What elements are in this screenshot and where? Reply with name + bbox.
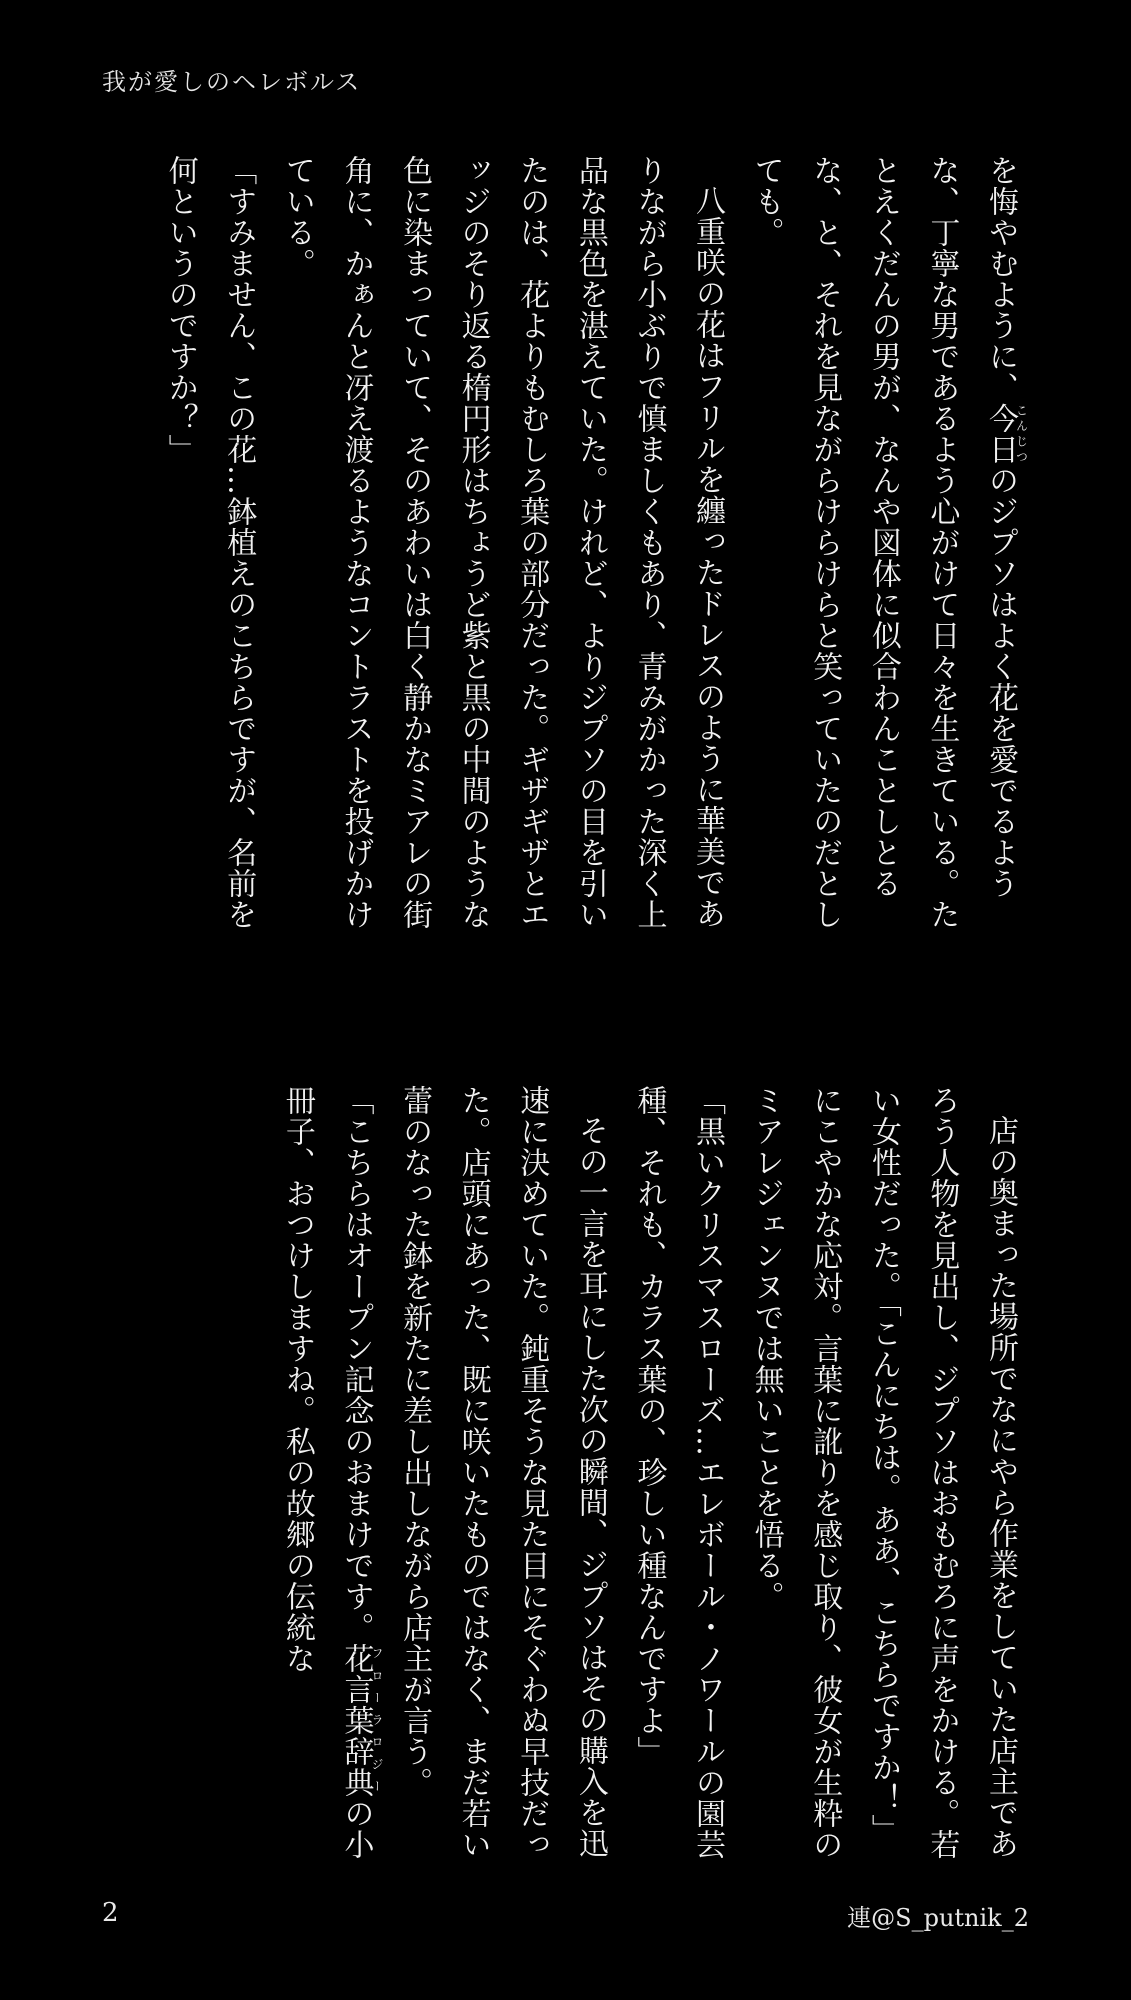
furigana-reading: こんじつ — [1014, 403, 1029, 465]
bottom-text-block — [102, 1085, 1029, 1865]
paragraph — [736, 155, 1029, 945]
text-run: 「こちらはオープン記念のおまけです。 — [338, 1085, 374, 1643]
ruby-base: 花言葉辞典 — [338, 1643, 374, 1798]
page-number: 2 — [102, 1898, 119, 1928]
paragraph: 八重咲の花はフリルを纏ったドレスのように華美でありながら小ぶりで慎ましくもあり、青みがかった深く上品な黒色を湛えていた。けれど、よりジプソの目を引いたのは、花よりもむしろ葉の部分だった。ギザギザとエッジのそり返る楕円形はちょうど紫と黒の中間のような色に染まっていて、そのあわいは白く静かなミアレの街角に、かぁんと冴え渡るようなコントラストを投げかけている。 — [279, 155, 726, 930]
dialogue-paragraph: 「黒いクリスマスローズ…エレボール・ノワールの園芸種、それも、カラス葉の、珍しい種なんですよ」 — [631, 1085, 726, 1860]
paragraph: その一言を耳にした次の瞬間、ジプソはその購入を迅速に決めていた。鈍重そうな見た目にそぐわぬ早技だった。店頭にあった、既に咲いたものではなく、まだ若い蕾のなった鉢を新たに差し出しながら店主が言う。 — [397, 1085, 608, 1860]
author-credit: 連@S_putnik_2 — [847, 1904, 1029, 1932]
dialogue-paragraph — [267, 1085, 384, 1865]
top-text-block — [102, 155, 1029, 945]
furigana-reading: フローラロジー — [369, 1643, 384, 1798]
paragraph: 店の奥まった場所でなにやら作業をしていた店主であろう人物を見出し、ジプソはおもむろに声をかける。若い女性だった。「こんにちは。ああ、こちらですか！」にこやかな応対。言葉に訛りを感じ取り、彼女が生粋のミアレジェンヌでは無いことを悟る。 — [748, 1085, 1018, 1860]
text-run: のジプソはよく花を愛でるような、丁寧な男であるよう心がけて日々を生きている。たとえくだんの男が、なんや図体に似合わんことしとるな、と、それを見ながらけらけらと笑っていたのだとしても。 — [748, 155, 1018, 930]
book-title: 我が愛しのヘレボルス — [102, 68, 362, 96]
furigana-word — [338, 1643, 384, 1798]
ruby-base: 今日 — [983, 403, 1018, 465]
dialogue-paragraph: 「すみません、この花…鉢植えのこちらですが、名前を何というのですか？」 — [162, 155, 257, 930]
furigana-word — [983, 403, 1029, 465]
text-run: の小冊子、おつけしますね。私の故郷の伝統な — [279, 1085, 374, 1860]
text-run: を悔やむように、 — [983, 155, 1018, 403]
